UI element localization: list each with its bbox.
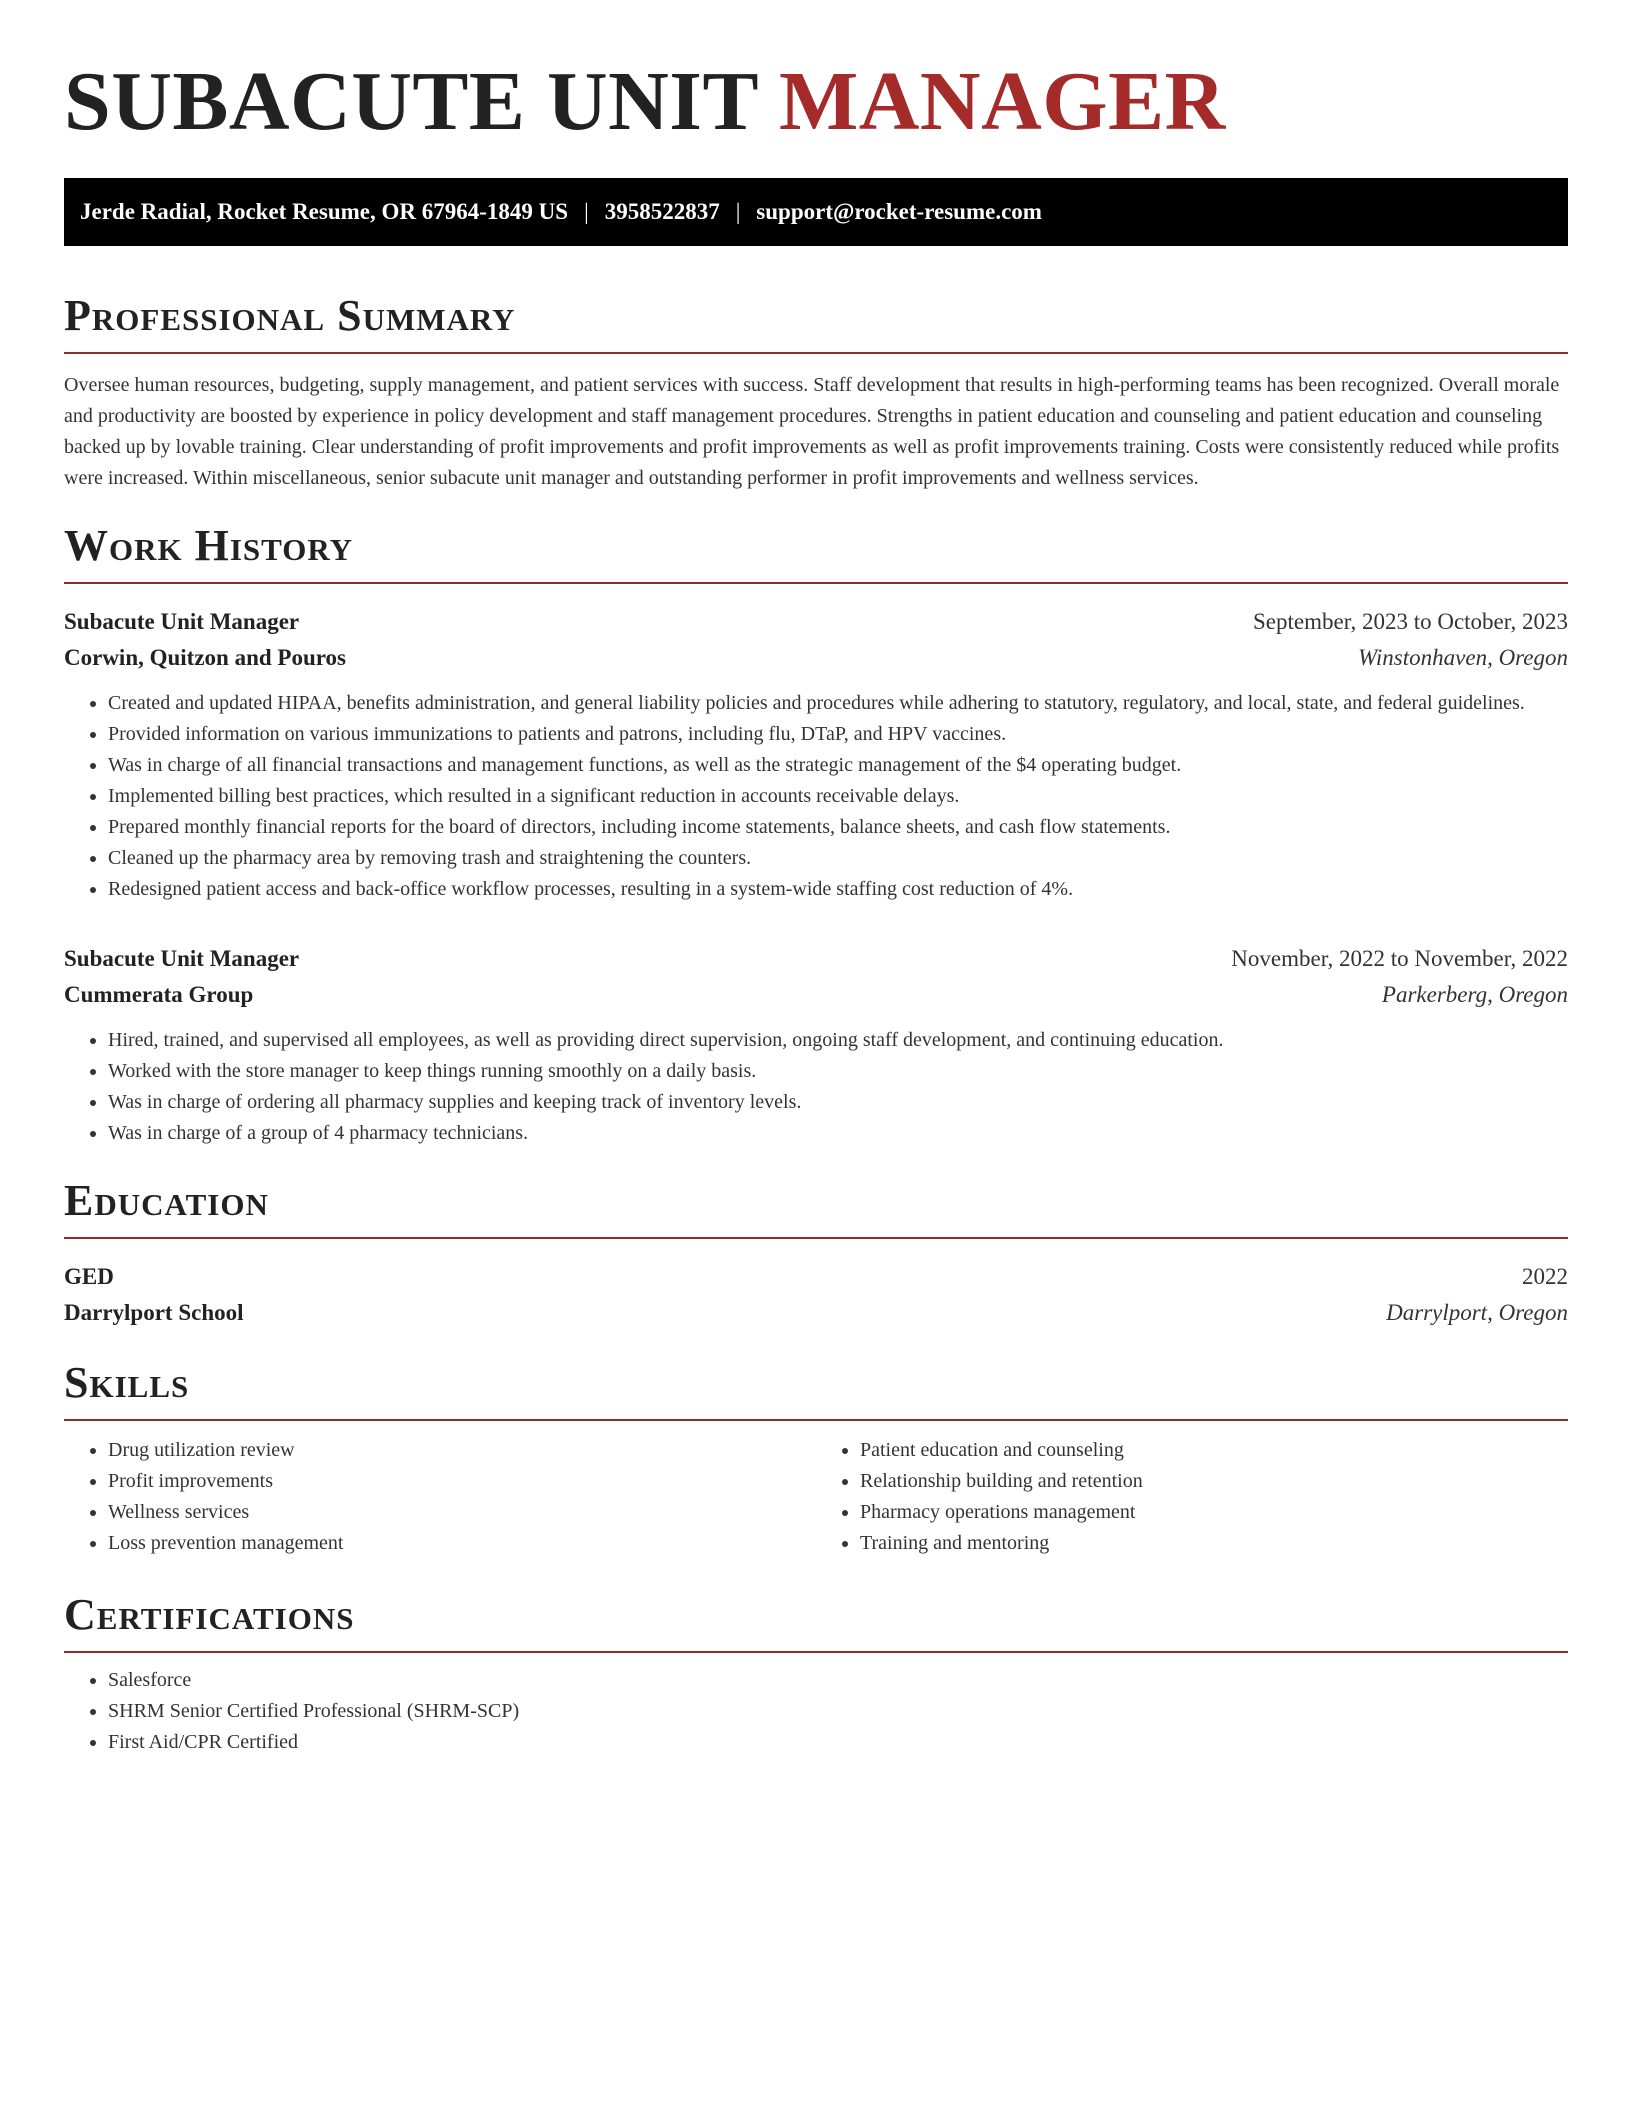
job-entry xyxy=(64,604,1568,905)
job-location: Winstonhaven, Oregon xyxy=(1358,645,1568,670)
job-bullets xyxy=(64,1025,1568,1149)
section-divider xyxy=(64,1651,1568,1653)
skills-section xyxy=(64,1357,1568,1559)
skill-item: • Patient education and counseling xyxy=(860,1435,1568,1466)
contact-phone: 3958522837 xyxy=(604,199,720,224)
job-bullet: • Implemented billing best practices, which resulted in a significant reduction in accounts receivable delays. xyxy=(108,781,1568,812)
work-history-section xyxy=(64,520,1568,1149)
job-title: Subacute Unit Manager xyxy=(64,609,300,634)
section-divider xyxy=(64,582,1568,584)
job-dates: November, 2022 to November, 2022 xyxy=(1231,946,1568,971)
job-company: Cummerata Group xyxy=(64,982,254,1007)
skills-grid xyxy=(64,1435,1568,1559)
summary-section xyxy=(64,290,1568,494)
education-school-row xyxy=(64,1295,1568,1331)
job-bullet: • Created and updated HIPAA, benefits administration, and general liability policies and procedures while adhering to statutory, regulatory, and local, state, and federal guidelines. xyxy=(108,688,1568,719)
education-degree-row xyxy=(64,1259,1568,1295)
skill-item: • Relationship building and retention xyxy=(860,1466,1568,1497)
job-entry xyxy=(64,941,1568,1149)
contact-email: support@rocket-resume.com xyxy=(756,199,1042,224)
job-bullet: • Hired, trained, and supervised all employees, as well as providing direct supervision, ongoing staff development, and continuing education. xyxy=(108,1025,1568,1056)
job-company: Corwin, Quitzon and Pouros xyxy=(64,645,347,670)
summary-text: Oversee human resources, budgeting, supply management, and patient services with success. Staff development that results in high-performing teams has been recognized. Overall morale and productivity are boosted by experience in policy development and staff management procedures. Strengths in patient education and counseling and patient education and counseling backed up by lovable training. Clear understanding of profit improvements and profit improvements as well as profit improvements training. Costs were consistently reduced while profits were increased. Within miscellaneous, senior subacute unit manager and outstanding performer in profit improvements and wellness services. xyxy=(64,374,1560,489)
job-bullet: • Worked with the store manager to keep things running smoothly on a daily basis. xyxy=(108,1056,1568,1087)
contact-bar xyxy=(64,178,1568,246)
skills-heading: Skills xyxy=(64,1358,190,1407)
certifications-list xyxy=(64,1665,1568,1758)
education-school: Darrylport School xyxy=(64,1300,244,1325)
certification-item: • First Aid/CPR Certified xyxy=(108,1727,1568,1758)
contact-address: Jerde Radial, Rocket Resume, OR 67964-1849 US xyxy=(80,199,569,224)
skill-item: • Drug utilization review xyxy=(108,1435,816,1466)
certifications-section xyxy=(64,1589,1568,1758)
job-bullet: • Was in charge of all financial transactions and management functions, as well as the strategic management of the $4 operating budget. xyxy=(108,750,1568,781)
contact-separator: | xyxy=(735,199,741,224)
section-divider xyxy=(64,352,1568,354)
job-bullets xyxy=(64,688,1568,905)
education-degree: GED xyxy=(64,1264,114,1289)
contact-separator: | xyxy=(584,199,589,224)
page-title xyxy=(64,52,1568,152)
education-heading: Education xyxy=(64,1176,269,1225)
education-section xyxy=(64,1175,1568,1331)
job-bullet: • Cleaned up the pharmacy area by removing trash and straightening the counters. xyxy=(108,843,1568,874)
job-location: Parkerberg, Oregon xyxy=(1381,982,1568,1007)
skill-item: • Loss prevention management xyxy=(108,1528,816,1559)
work-history-heading: Work History xyxy=(64,521,354,570)
section-divider xyxy=(64,1237,1568,1239)
title-primary: SUBACUTE UNIT xyxy=(64,55,758,148)
job-company-row xyxy=(64,977,1568,1013)
job-bullet: • Provided information on various immunizations to patients and patrons, including flu, DTaP, and HPV vaccines. xyxy=(108,719,1568,750)
certifications-heading: Certifications xyxy=(64,1590,355,1639)
certification-item: • Salesforce xyxy=(108,1665,1568,1696)
job-bullet: • Redesigned patient access and back-office workflow processes, resulting in a system-wide staffing cost reduction of 4%. xyxy=(108,874,1568,905)
skill-item: • Profit improvements xyxy=(108,1466,816,1497)
job-title: Subacute Unit Manager xyxy=(64,946,300,971)
job-dates: September, 2023 to October, 2023 xyxy=(1253,609,1568,634)
summary-heading: Professional Summary xyxy=(64,291,516,340)
job-bullet: • Was in charge of a group of 4 pharmacy technicians. xyxy=(108,1118,1568,1149)
skill-item: • Training and mentoring xyxy=(860,1528,1568,1559)
job-header-row xyxy=(64,604,1568,640)
job-bullet: • Prepared monthly financial reports for the board of directors, including income statements, balance sheets, and cash flow statements. xyxy=(108,812,1568,843)
section-divider xyxy=(64,1419,1568,1421)
job-header-row xyxy=(64,941,1568,977)
job-company-row xyxy=(64,640,1568,676)
certification-item: • SHRM Senior Certified Professional (SHRM-SCP) xyxy=(108,1696,1568,1727)
job-bullet: • Was in charge of ordering all pharmacy supplies and keeping track of inventory levels. xyxy=(108,1087,1568,1118)
education-location: Darrylport, Oregon xyxy=(1386,1300,1568,1325)
title-accent: MANAGER xyxy=(778,55,1226,148)
skills-list-left xyxy=(64,1435,816,1559)
skill-item: • Pharmacy operations management xyxy=(860,1497,1568,1528)
skill-item: • Wellness services xyxy=(108,1497,816,1528)
education-year: 2022 xyxy=(1522,1264,1568,1289)
skills-list-right xyxy=(816,1435,1568,1559)
education-entry xyxy=(64,1259,1568,1331)
